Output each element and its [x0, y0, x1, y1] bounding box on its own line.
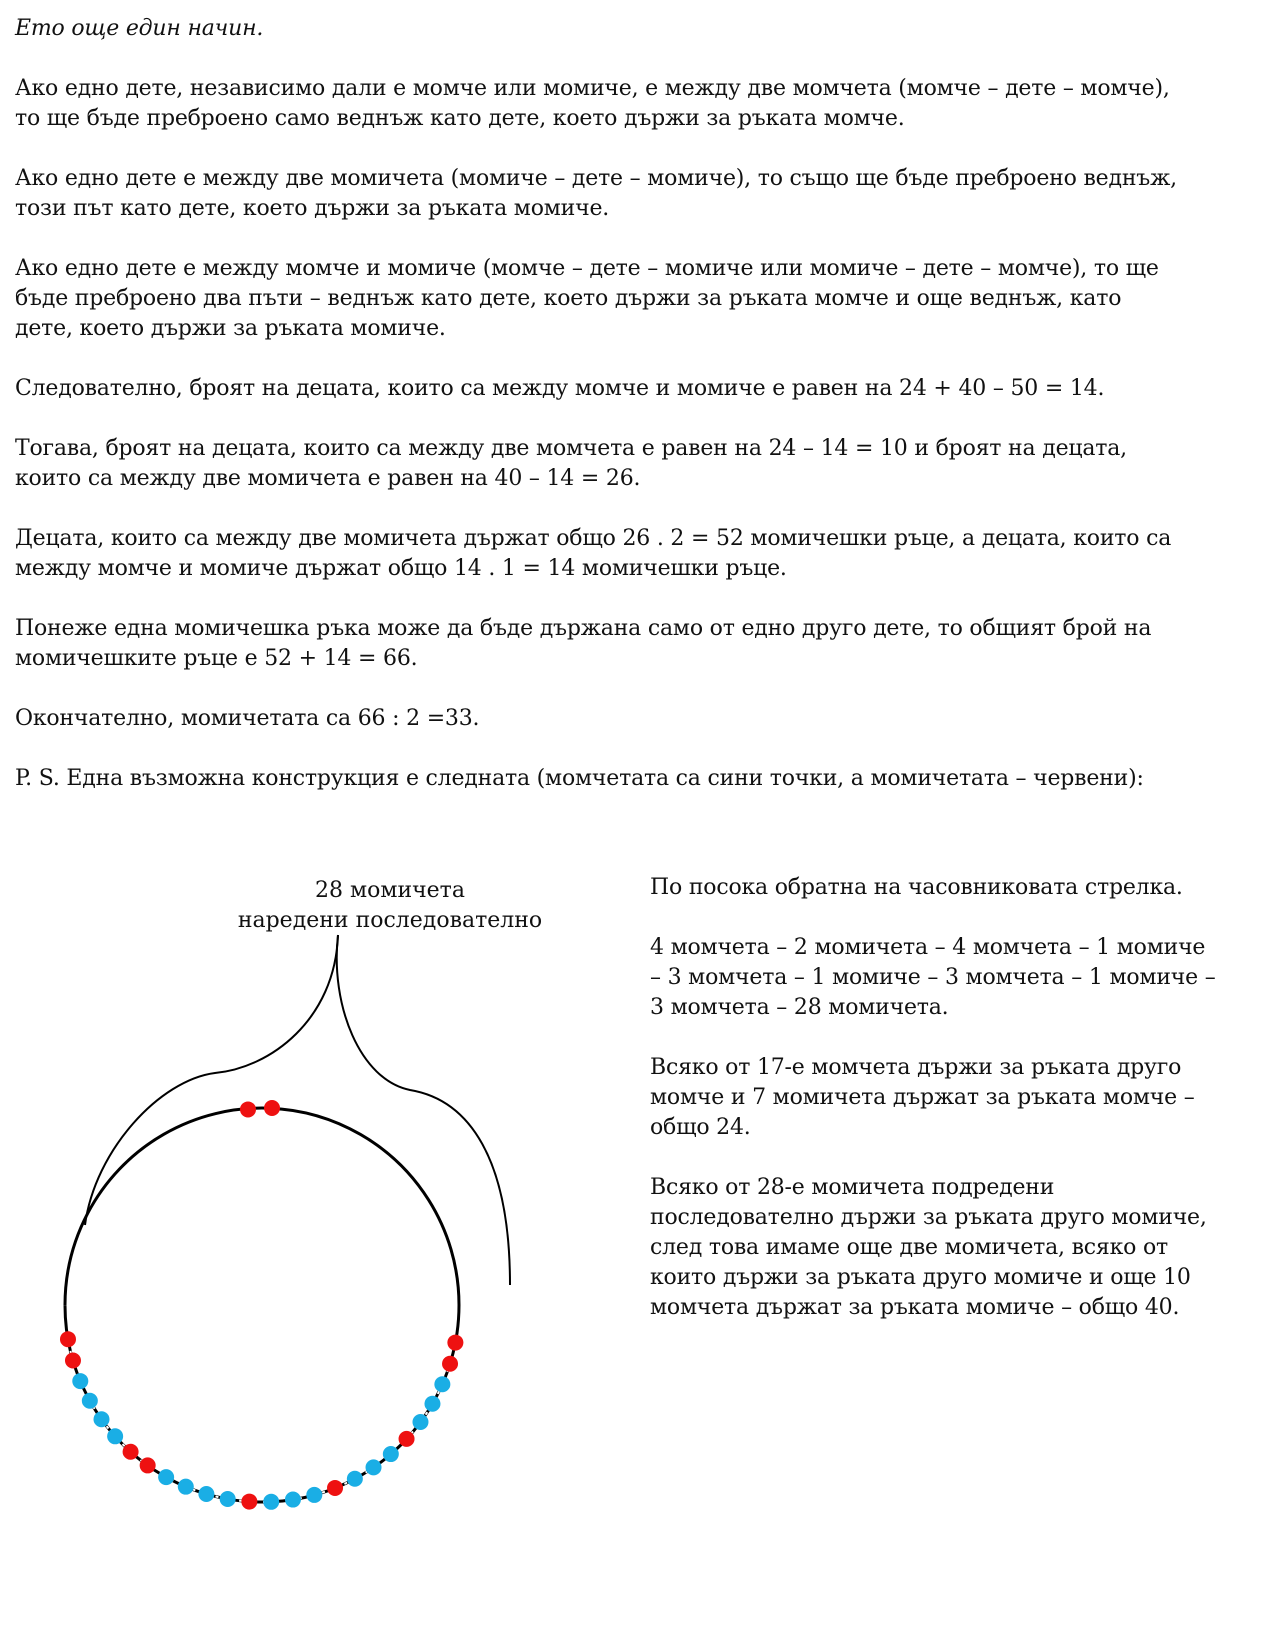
- bead-boy: [383, 1446, 399, 1462]
- side-text: [650, 873, 1260, 1353]
- bead-girl: [327, 1480, 343, 1496]
- bead-girl: [123, 1444, 139, 1460]
- bead-boy: [347, 1471, 363, 1487]
- bead-boy: [434, 1376, 450, 1392]
- beads-group: [60, 1100, 463, 1510]
- bead-boy: [306, 1487, 322, 1503]
- bead-girl-top: [264, 1100, 280, 1116]
- bead-boy: [220, 1491, 236, 1507]
- main-text: [15, 14, 1260, 824]
- circle-dashed-lower: [68, 1339, 455, 1502]
- bead-boy: [82, 1393, 98, 1409]
- bead-boy: [158, 1469, 174, 1485]
- bead-boy: [424, 1396, 440, 1412]
- paragraph-5: Тогава, броят на децата, които са между две момчета е равен на 24 – 14 = 10 и броят на децата, които са между две момичета е равен на 40 – 14 = 26.: [15, 436, 1127, 491]
- bead-boy: [107, 1428, 123, 1444]
- bead-girl: [60, 1331, 76, 1347]
- diagram-label-line-1: 28 момичета: [315, 878, 465, 903]
- bead-boy: [178, 1479, 194, 1495]
- bead-boy: [198, 1486, 214, 1502]
- side-paragraph-1: По посока обратна на часовниковата стрелка.: [650, 875, 1183, 900]
- side-paragraph-2: 4 момчета – 2 момичета – 4 момчета – 1 момиче – 3 момчета – 1 момиче – 3 момчета – 1 момиче – 3 момчета – 28 момичета.: [650, 935, 1216, 1020]
- bead-boy: [263, 1494, 279, 1510]
- side-paragraph-4: Всяко от 28-е момичета подредени последователно държи за ръката друго момиче, след това имаме още две момичета, всяко от които държи за ръката друго момиче и още 10 момчета държат за ръката момиче – общо 40.: [650, 1175, 1207, 1320]
- paragraph-8: Окончателно, момичетата са 66 : 2 =33.: [15, 706, 480, 731]
- bead-boy: [72, 1373, 88, 1389]
- bead-girl-top: [240, 1101, 256, 1117]
- bead-boy: [93, 1411, 109, 1427]
- intro-line: Ето още един начин.: [15, 16, 264, 41]
- paragraph-ps: P. S. Една възможна конструкция е следната (момчетата са сини точки, а момичетата – червени):: [15, 766, 1144, 791]
- bead-girl: [241, 1494, 257, 1510]
- children-circle-diagram: [0, 870, 640, 1510]
- bead-boy: [412, 1414, 428, 1430]
- paragraph-6: Децата, които са между две момичета държат общо 26 . 2 = 52 момичешки ръце, а децата, които са между момче и момиче държат общо 14 . 1 = 14 момичешки ръце.: [15, 526, 1172, 581]
- bead-girl: [65, 1352, 81, 1368]
- bead-girl: [442, 1356, 458, 1372]
- bead-girl: [399, 1431, 415, 1447]
- paragraph-2: Ако едно дете е между две момичета (момиче – дете – момиче), то също ще бъде преброено веднъж, този път като дете, което държи за ръката момиче.: [15, 166, 1177, 221]
- diagram-label-line-2: наредени последователно: [237, 908, 543, 933]
- bead-girl: [140, 1457, 156, 1473]
- bead-boy: [285, 1492, 301, 1508]
- paragraph-1: Ако едно дете, независимо дали е момче или момиче, е между две момчета (момче – дете – момче), то ще бъде преброено само веднъж като дете, което държи за ръката момче.: [15, 76, 1170, 131]
- paragraph-3: Ако едно дете е между момче и момиче (момче – дете – момиче или момиче – дете – момче), то ще бъде преброено два пъти – веднъж като дете, което държи за ръката момче и още веднъж, като дете, което държи за ръката момиче.: [15, 256, 1159, 341]
- bead-boy: [366, 1459, 382, 1475]
- side-paragraph-3: Всяко от 17-е момчета държи за ръката друго момче и 7 момичета държат за ръката момче – общо 24.: [650, 1055, 1195, 1140]
- bead-girl: [447, 1335, 463, 1351]
- paragraph-4: Следователно, броят на децата, които са между момче и момиче е равен на 24 + 40 – 50 = 14.: [15, 376, 1105, 401]
- paragraph-7: Понеже една момичешка ръка може да бъде държана само от едно друго дете, то общият брой на момичешките ръце е 52 + 14 = 66.: [15, 616, 1152, 671]
